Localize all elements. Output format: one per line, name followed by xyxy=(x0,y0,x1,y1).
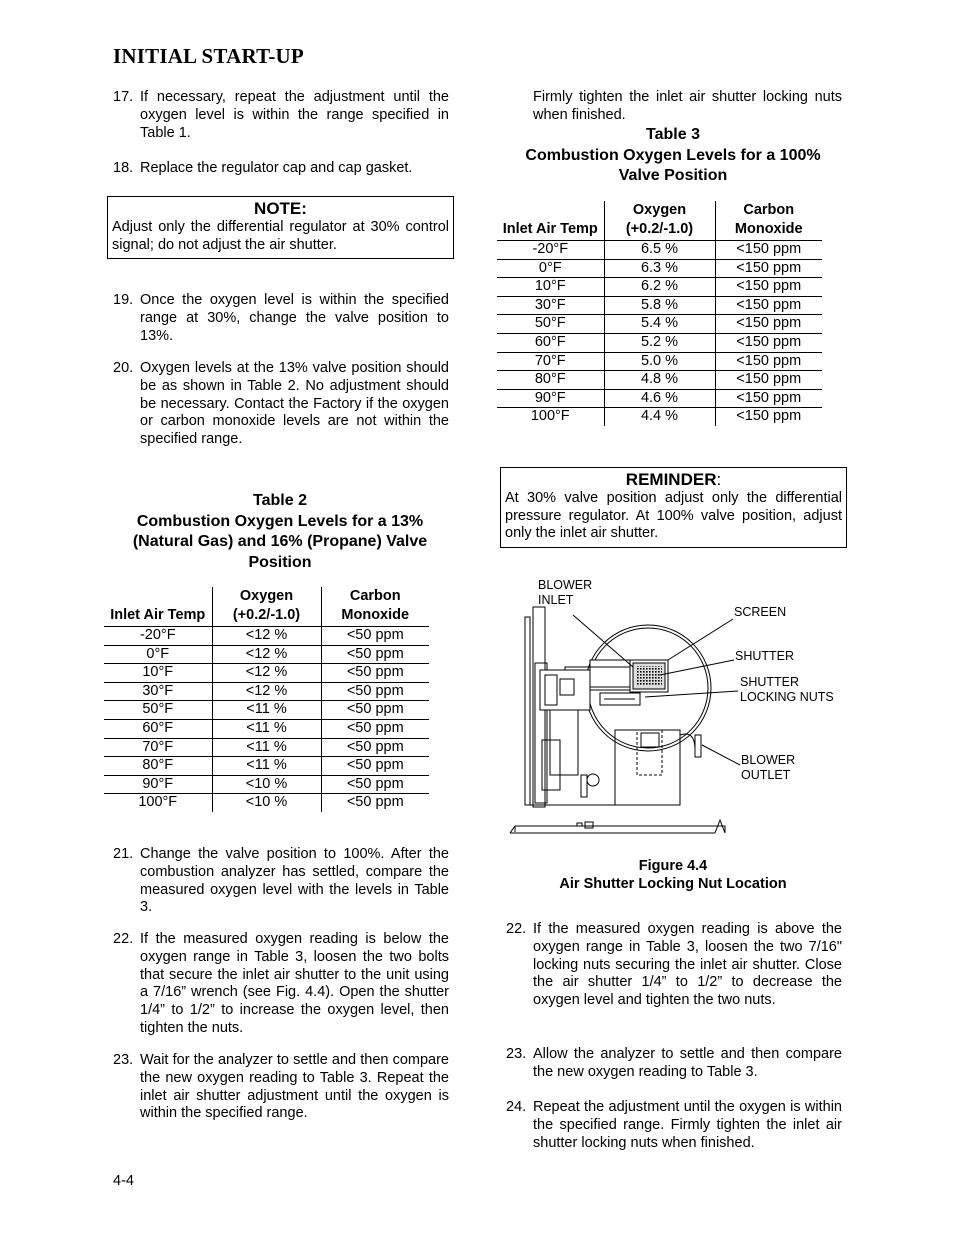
table-cell: 10°F xyxy=(104,664,212,683)
table-cell: -20°F xyxy=(497,241,604,260)
table-cell: 80°F xyxy=(104,757,212,776)
step-text: Firmly tighten the inlet air shutter locking nuts when finished. xyxy=(533,89,842,123)
step-number: 24. xyxy=(506,1099,527,1115)
step-text: Allow the analyzer to settle and then compare the new oxygen reading to Table 3. xyxy=(533,1046,842,1080)
table-cell: <10 % xyxy=(212,775,321,794)
step-continuation xyxy=(506,89,842,125)
label-screen: SCREEN xyxy=(734,605,787,619)
page-number: 4-4 xyxy=(113,1173,134,1189)
table-cell: <11 % xyxy=(212,701,321,720)
table-cell: <150 ppm xyxy=(715,278,822,297)
label-line: BLOWER xyxy=(538,578,593,592)
column-header: Oxygen (+0.2/-1.0) xyxy=(604,201,715,241)
table-cell: <10 % xyxy=(212,794,321,812)
column-header: Carbon Monoxide xyxy=(715,201,822,241)
note-box xyxy=(107,196,454,259)
step-text: Replace the regulator cap and cap gasket. xyxy=(140,160,413,176)
table-cell: 100°F xyxy=(138,794,178,811)
table-cell: <50 ppm xyxy=(321,794,429,812)
table-cell: <50 ppm xyxy=(321,757,429,776)
step-number: 23. xyxy=(506,1046,527,1062)
table-cell: <12 % xyxy=(212,682,321,701)
reminder-text: At 30% valve position adjust only the differential pressure regulator. At 100% valve position, adjust only the inlet air shutter. xyxy=(505,490,842,541)
table2-caption xyxy=(105,491,455,573)
blower-diagram xyxy=(505,575,850,840)
table-row xyxy=(104,719,429,738)
table3-caption-line: Combustion Oxygen Levels for a 100% xyxy=(525,146,821,164)
step-19 xyxy=(113,292,449,345)
table-cell: <50 ppm xyxy=(321,719,429,738)
table2-caption-line: Table 2 xyxy=(253,492,307,509)
table-cell: 100°F xyxy=(530,408,570,425)
step-text: Oxygen levels at the 13% valve position should be as shown in Table 2. No adjustment should be necessary. Contact the Factory if the oxygen or carbon monoxide levels are not within the specified range. xyxy=(140,360,449,448)
table-row xyxy=(497,241,822,260)
table-cell: 4.6 % xyxy=(604,389,715,408)
table-row xyxy=(497,352,822,371)
step-text: If necessary, repeat the adjustment until the oxygen level is within the range specified in Table 1. xyxy=(140,89,449,141)
column-header: Inlet Air Temp xyxy=(104,587,212,627)
step-number: 23. xyxy=(113,1052,134,1068)
table-cell: <150 ppm xyxy=(715,352,822,371)
table-cell: <12 % xyxy=(212,645,321,664)
table-cell: <150 ppm xyxy=(715,259,822,278)
table-row xyxy=(104,701,429,720)
table-cell: 60°F xyxy=(104,719,212,738)
table-row xyxy=(104,645,429,664)
column-header: Oxygen (+0.2/-1.0) xyxy=(212,587,321,627)
label-blower-outlet xyxy=(741,753,795,783)
step-text: Once the oxygen level is within the specified range at 30%, change the valve position to 13%. xyxy=(140,292,449,344)
label-blower-inlet xyxy=(538,578,592,608)
table-cell: <50 ppm xyxy=(321,701,429,720)
reminder-title xyxy=(505,470,842,490)
table-row xyxy=(497,389,822,408)
reminder-colon: : xyxy=(716,470,722,489)
table-cell: <50 ppm xyxy=(321,775,429,794)
table3-caption-line: Table 3 xyxy=(646,126,700,143)
step-number: 21. xyxy=(113,846,134,862)
table-cell: 80°F xyxy=(497,371,604,390)
reminder-box xyxy=(500,467,847,548)
table-cell: <50 ppm xyxy=(321,664,429,683)
table-cell: <11 % xyxy=(212,719,321,738)
table-row xyxy=(497,296,822,315)
table-row xyxy=(497,408,822,426)
step-24 xyxy=(506,1099,842,1152)
table-cell: 4.4 % xyxy=(604,408,715,426)
table-row xyxy=(104,682,429,701)
table-cell: 5.2 % xyxy=(604,333,715,352)
table-cell: 30°F xyxy=(104,682,212,701)
label-line: BLOWER xyxy=(741,753,796,767)
step-number: 18. xyxy=(113,160,134,176)
table-row xyxy=(497,371,822,390)
table-cell: 5.0 % xyxy=(604,352,715,371)
table2-caption-line: (Natural Gas) and 16% (Propane) Valve xyxy=(132,533,428,550)
table-cell: 70°F xyxy=(497,352,604,371)
step-number: 19. xyxy=(113,292,134,308)
step-number: 17. xyxy=(113,89,134,105)
table2-caption-line: Combustion Oxygen Levels for a 13% xyxy=(136,512,424,530)
table-row xyxy=(104,738,429,757)
table-3 xyxy=(497,201,822,426)
step-text: If the measured oxygen reading is below the oxygen range in Table 3, loosen the two bolts that secure the inlet air shutter to the unit using a 7/16” wrench (see Fig. 4.4). Open the shutter 1/4” to 1/2” to increase the oxygen level, then tighten the nuts. xyxy=(140,931,449,1036)
label-line: INLET xyxy=(538,593,574,607)
table-row xyxy=(497,278,822,297)
table-cell: 5.8 % xyxy=(604,296,715,315)
table-cell: 90°F xyxy=(497,389,604,408)
table-cell: 60°F xyxy=(497,333,604,352)
step-23-right xyxy=(506,1046,842,1082)
table-cell: <50 ppm xyxy=(321,645,429,664)
step-18 xyxy=(113,160,449,178)
table-cell: <11 % xyxy=(212,738,321,757)
table-cell: 90°F xyxy=(104,775,212,794)
figure-caption-line: Air Shutter Locking Nut Location xyxy=(559,876,787,892)
table-cell: 0°F xyxy=(104,645,212,664)
step-text: Wait for the analyzer to settle and then compare the new oxygen reading to Table 3. Repeat the inlet air shutter adjustment until the oxygen is within the specified range. xyxy=(140,1052,449,1122)
step-number: 20. xyxy=(113,360,134,376)
step-21 xyxy=(113,846,449,917)
step-22-left xyxy=(113,931,449,1038)
table-row xyxy=(104,627,429,646)
table-cell: <150 ppm xyxy=(715,315,822,334)
table-row xyxy=(104,757,429,776)
table-row xyxy=(497,259,822,278)
table-cell: 4.8 % xyxy=(604,371,715,390)
label-shutter-locking-nuts xyxy=(740,675,834,705)
table-cell: <50 ppm xyxy=(321,627,429,646)
table-cell: 0°F xyxy=(497,259,604,278)
step-number: 22. xyxy=(506,921,527,937)
table2-caption-line: Position xyxy=(248,553,312,571)
table-cell: <150 ppm xyxy=(715,371,822,390)
table-2 xyxy=(104,587,429,812)
figure-caption-line: Figure 4.4 xyxy=(638,858,708,874)
table-cell: <12 % xyxy=(212,627,321,646)
step-22-right xyxy=(506,921,842,1010)
step-20 xyxy=(113,360,449,449)
step-23-left xyxy=(113,1052,449,1123)
table-cell: <150 ppm xyxy=(715,296,822,315)
page-heading: INITIAL START-UP xyxy=(113,44,304,68)
table-cell: 30°F xyxy=(497,296,604,315)
screen-mesh xyxy=(636,666,662,686)
step-text: Repeat the adjustment until the oxygen is within the specified range. Firmly tighten the inlet air shutter locking nuts when finished. xyxy=(533,1099,842,1151)
label-shutter: SHUTTER xyxy=(735,649,795,663)
table-cell: <150 ppm xyxy=(715,389,822,408)
table-cell: <11 % xyxy=(212,757,321,776)
table-row xyxy=(104,794,429,812)
table-cell: <50 ppm xyxy=(321,738,429,757)
column-header: Carbon Monoxide xyxy=(321,587,429,627)
table-cell: 6.2 % xyxy=(604,278,715,297)
reminder-title-text: REMINDER xyxy=(625,470,717,489)
step-number: 22. xyxy=(113,931,134,947)
label-line: LOCKING NUTS xyxy=(740,690,834,704)
column-header: Inlet Air Temp xyxy=(497,201,604,241)
note-text: Adjust only the differential regulator at 30% control signal; do not adjust the air shutter. xyxy=(112,219,449,253)
table-cell: 70°F xyxy=(104,738,212,757)
table-cell: <150 ppm xyxy=(715,241,822,260)
table-cell: 6.5 % xyxy=(604,241,715,260)
table-cell: 5.4 % xyxy=(604,315,715,334)
table-cell: 6.3 % xyxy=(604,259,715,278)
table-cell: <50 ppm xyxy=(321,682,429,701)
step-17 xyxy=(113,89,449,142)
table-cell: <12 % xyxy=(212,664,321,683)
blower-illustration xyxy=(505,575,850,840)
label-line: OUTLET xyxy=(741,768,791,782)
table-cell: <150 ppm xyxy=(715,408,822,426)
table-row xyxy=(497,315,822,334)
label-line: SHUTTER xyxy=(740,675,800,689)
table-cell: 50°F xyxy=(104,701,212,720)
table3-caption xyxy=(498,125,848,187)
table-cell: <150 ppm xyxy=(715,333,822,352)
table-cell: 50°F xyxy=(497,315,604,334)
table-row xyxy=(104,664,429,683)
step-text: Change the valve position to 100%. After the combustion analyzer has settled, compare the measured oxygen level with the levels in Table 3. xyxy=(140,846,449,916)
note-title: NOTE: xyxy=(254,199,307,218)
table-row xyxy=(104,775,429,794)
table-row xyxy=(497,333,822,352)
figure-caption xyxy=(498,857,848,893)
table-cell: 10°F xyxy=(497,278,604,297)
step-text: If the measured oxygen reading is above the oxygen range in Table 3, loosen the two 7/16" locking nuts securing the inlet air shutter. Close the air shutter 1/4” to 1/2” to decrease the oxygen level and tighten the two nuts. xyxy=(533,921,842,1009)
table3-caption-line: Valve Position xyxy=(618,167,728,184)
table-cell: -20°F xyxy=(104,627,212,646)
